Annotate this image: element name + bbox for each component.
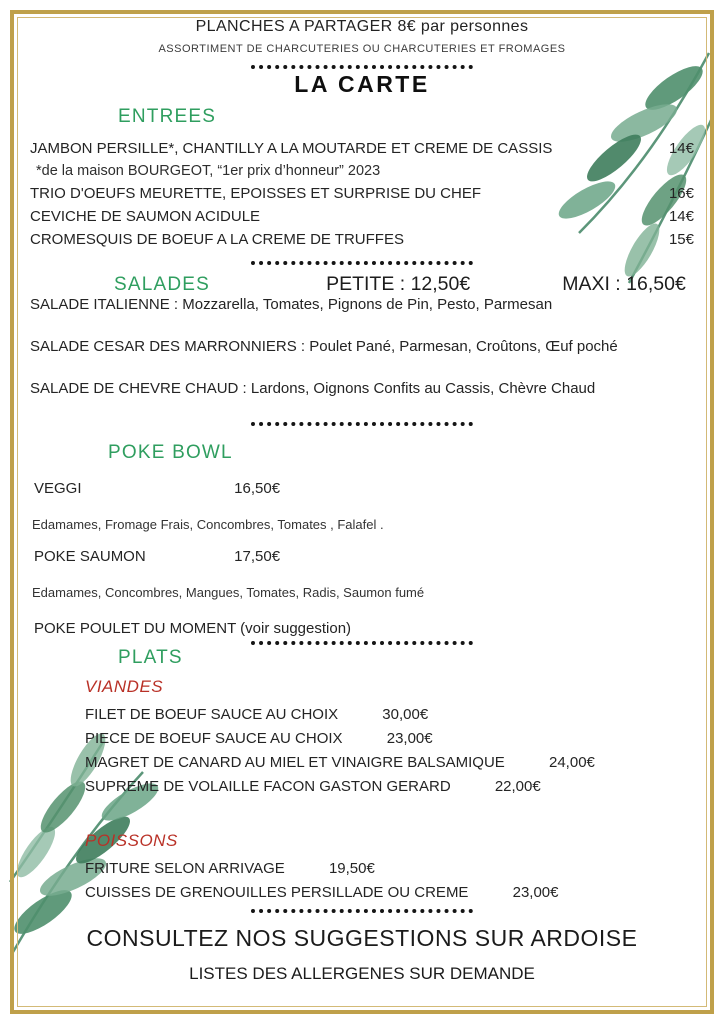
menu-item-price: 17,50€ [234, 548, 281, 565]
menu-item [85, 751, 694, 775]
menu-item [30, 205, 694, 228]
menu-item-name: VEGGI [34, 480, 82, 497]
menu-item-price: 23,00€ [512, 884, 559, 901]
menu-item-name: PIECE DE BOEUF SAUCE AU CHOIX [85, 730, 343, 747]
menu-item [85, 857, 694, 881]
menu-item [85, 881, 694, 905]
menu-item-name: POKE POULET DU MOMENT (voir suggestion) [34, 620, 352, 637]
menu-item-name: CUISSES DE GRENOUILLES PERSILLADE OU CREME [85, 884, 469, 901]
footer-suggestions: CONSULTEZ NOS SUGGESTIONS SUR ARDOISE [86, 925, 638, 951]
section-heading-salades: SALADES [114, 274, 211, 295]
menu-item [30, 228, 694, 251]
menu-item-price: 14€ [668, 140, 694, 157]
menu-item-price: 19,50€ [328, 860, 375, 877]
menu-item-description: Edamames, Concombres, Mangues, Tomates, Radis, Saumon fumé [32, 585, 425, 600]
section-heading-plats: PLATS [118, 647, 183, 668]
menu-item-price: 30,00€ [382, 706, 429, 723]
menu-item [85, 727, 694, 751]
menu-item-description: Edamames, Fromage Frais, Concombres, Tomates , Falafel . [32, 517, 384, 532]
poissons-block [30, 831, 694, 905]
planches-title: PLANCHES A PARTAGER 8€ par personnes [195, 18, 529, 35]
menu-item-name: TRIO D'OEUFS MEURETTE, EPOISSES ET SURPRISE DU CHEF [30, 185, 481, 202]
menu-item-note: *de la maison BOURGEOT, “1er prix d’honneur” 2023 [36, 163, 381, 179]
menu-item [34, 620, 694, 637]
menu-item-name: SUPREME DE VOLAILLE FACON GASTON GERARD [85, 778, 451, 795]
menu-item-name: POKE SAUMON [34, 548, 146, 565]
menu-item-name: FRITURE SELON ARRIVAGE [85, 860, 285, 877]
menu-item [34, 480, 694, 497]
salades-size-petite: PETITE : 12,50€ [326, 273, 471, 295]
menu-item-name: CEVICHE DE SAUMON ACIDULE [30, 208, 261, 225]
menu-item [30, 137, 694, 160]
menu-item-price: 24,00€ [549, 754, 595, 771]
menu-item: SALADE ITALIENNE : Mozzarella, Tomates, Pignons de Pin, Pesto, Parmesan [30, 296, 553, 313]
dotted-divider [251, 65, 473, 69]
footer-allergenes: LISTES DES ALLERGENES SUR DEMANDE [189, 964, 535, 983]
menu-content [30, 16, 694, 984]
dotted-divider [251, 261, 473, 265]
menu-item [30, 182, 694, 205]
salades-size-maxi: MAXI : 16,50€ [562, 273, 686, 295]
dotted-divider [251, 422, 473, 426]
menu-item-name: CROMESQUIS DE BOEUF A LA CREME DE TRUFFES [30, 231, 404, 248]
menu-item [34, 548, 694, 565]
menu-item [85, 775, 694, 799]
menu-item-name: MAGRET DE CANARD AU MIEL ET VINAIGRE BALSAMIQUE [85, 754, 505, 771]
menu-item-price: 16€ [668, 185, 694, 202]
section-heading-poke-bowl: POKE BOWL [108, 442, 233, 463]
menu-item [85, 703, 694, 727]
menu-item-price: 14€ [668, 208, 694, 225]
dotted-divider [251, 641, 473, 645]
menu-item: SALADE CESAR DES MARRONNIERS : Poulet Pané, Parmesan, Croûtons, Œuf poché [30, 338, 618, 355]
subsection-heading-viandes: VIANDES [85, 677, 164, 696]
menu-item-name: JAMBON PERSILLE*, CHANTILLY A LA MOUTARDE ET CREME DE CASSIS [30, 140, 553, 157]
menu-item: SALADE DE CHEVRE CHAUD : Lardons, Oignons Confits au Cassis, Chèvre Chaud [30, 380, 596, 397]
menu-item-price: 22,00€ [494, 778, 541, 795]
section-heading-entrees: ENTREES [118, 106, 217, 127]
planches-subtitle: ASSORTIMENT DE CHARCUTERIES OU CHARCUTERIES ET FROMAGES [158, 43, 566, 55]
salades-header [30, 273, 694, 296]
menu-item-price: 16,50€ [234, 480, 281, 497]
menu-item-price: 23,00€ [386, 730, 433, 747]
subsection-heading-poissons: POISSONS [85, 831, 178, 850]
menu-item-price: 15€ [668, 231, 694, 248]
dotted-divider [251, 909, 473, 913]
page-title: LA CARTE [294, 71, 430, 97]
menu-item-name: FILET DE BOEUF SAUCE AU CHOIX [85, 706, 339, 723]
